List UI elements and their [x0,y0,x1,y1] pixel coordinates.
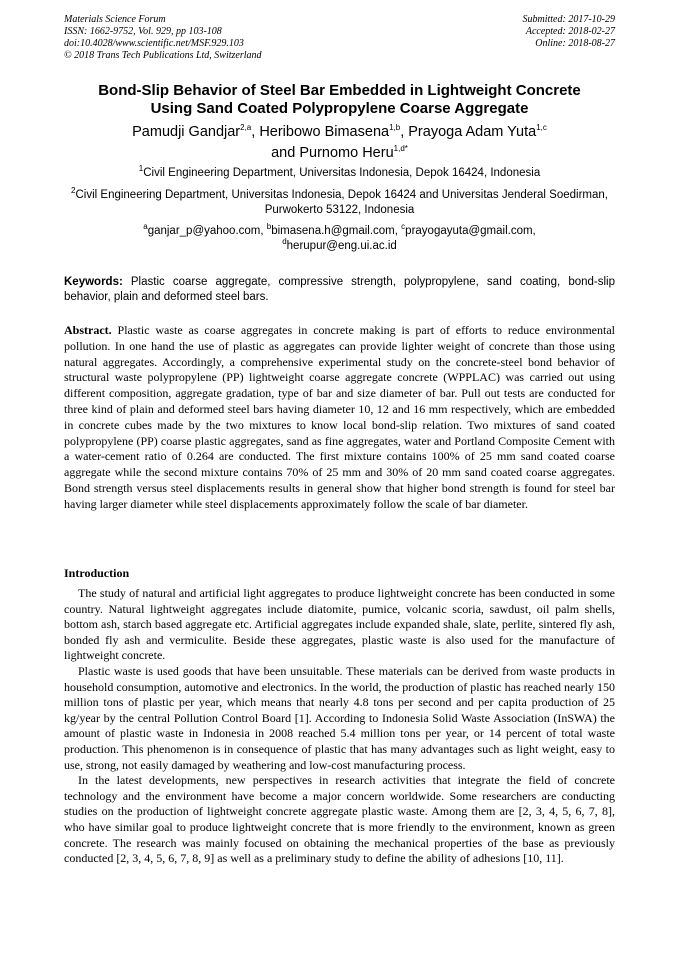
affiliation-text: Civil Engineering Department, Universitas Indonesia, Depok 16424, Indonesia [143,167,541,179]
affiliation-2 [64,188,615,218]
email-mark: d [282,237,287,247]
email-line-2 [64,239,615,254]
author-affiliation-mark: 1,c [536,123,547,133]
author-name: Prayoga Adam Yuta [408,124,537,140]
abstract-label: Abstract. [64,323,112,337]
author-list [64,122,615,164]
author-line-1: Pamudji Gandjar$^{2,a}$, Heribowo Bimasena$^{1,b}$, Prayoga Adam Yuta$^{1,c}$ [132,123,547,140]
affiliation-mark: 2 [71,186,76,196]
paragraph: Plastic waste is used goods that have been unsuitable. These materials can be derived from waste products in household consumption, automotive and electronics. In the world, the production of plastic has reached nearly 150 million tons of plastic per year, which means that nearly 4.8 tons per second and per capita production of 25 kg/year by the central Pollution Control Board [1]. According to Indonesia Solid Waste Association (InSWA) the amount of plastic waste in Indonesia in 2008 reached 5.4 million tons per year, or 14 percent of total waste production. This phenomenon is in consequence of plastic that has many advantages such as light weight, easy to use, strong, not easily damaged by weathering and low-cost manufacturing process. [64,663,615,772]
affiliation-mark: 1 [138,164,144,174]
dates-header [523,14,616,50]
keywords-label: Keywords: [64,276,123,288]
author-name: Heribowo Bimasena [259,124,390,140]
doi-line: doi:10.4028/www.scientific.net/MSF.929.103 [64,38,244,49]
email-mark: a [143,222,148,232]
email-line-1 [64,224,615,239]
author-emails [64,224,615,254]
issn-line: ISSN: 1662-9752, Vol. 929, pp 103-108 [64,26,222,37]
email-link[interactable]: prayogayuta@gmail.com, [405,225,536,237]
author-affiliation-mark: 1,b [389,123,401,133]
author-name: Pamudji Gandjar [132,124,241,140]
author-affiliation-mark: 1,d* [393,144,408,154]
submitted-date: Submitted: 2017-10-29 [522,14,615,25]
email-mark: c [401,222,406,232]
copyright-line: © 2018 Trans Tech Publications Ltd, Switzerland [64,50,262,61]
paper-title [64,82,615,118]
author-line-2 [64,143,615,164]
accepted-date: Accepted: 2018-02-27 [525,26,615,37]
journal-name: Materials Science Forum [64,14,166,25]
paragraph: The study of natural and artificial light aggregates to produce lightweight concrete has been conducted in some country. Natural lightweight aggregates include diatomite, pumice, volcanic scoria, sawdust, oil palm shells, bottom ash, starch based aggregate etc. Artificial aggregates include expanded shale, slate, perlite, sintered fly ash, bonded fly ash and vermiculite. Beside these aggregates, plastic waste is also used for the manufacture of lightweight concrete. [64,586,615,663]
author-conjunction: and [271,145,296,161]
email-link[interactable]: bimasena.h@gmail.com, [271,225,398,237]
introduction-body [64,586,615,867]
author-name: Purnomo Heru [299,145,394,161]
journal-header [64,14,262,62]
paragraph: In the latest developments, new perspectives in research activities that integrate the field of concrete technology and the environment have become a major concern worldwide. Some researchers are conducting studies on the production of lightweight concrete aggregate plastic waste. Among them are [2, 3, 4, 5, 6, 7, 8], who have similar goal to produce lightweight concrete that is more friendly to the environment, known as green concrete. The research was mainly focused on obtaining the mechanical properties of the base as previously conducted [2, 3, 4, 5, 6, 7, 8, 9] as well as a preliminary study to define the ability of adhesions [10, 11]. [64,773,615,866]
title-line-1: Bond-Slip Behavior of Steel Bar Embedded in Lightweight Concrete [98,82,581,99]
email-mark: b [266,222,272,232]
keywords-block [64,275,615,305]
keywords-text: Plastic coarse aggregate, compressive strength, polypropylene, sand coating, bond-slip behavior, plain and deformed steel bars. [64,276,615,303]
title-line-2: Using Sand Coated Polypropylene Coarse Aggregate [150,100,529,117]
introduction-heading: Introduction [64,566,130,580]
online-date: Online: 2018-08-27 [535,38,615,49]
email-link[interactable]: ganjar_p@yahoo.com, [147,225,264,237]
affiliation-text: Civil Engineering Department, Universitas Indonesia, Depok 16424 and Universitas Jenderal Soedirman, Purwokerto 53122, Indonesia [75,189,608,216]
affiliation-1 [64,166,615,181]
email-link[interactable]: herupur@eng.ui.ac.id [286,240,397,252]
abstract-text: Plastic waste as coarse aggregates in concrete making is part of efforts to reduce environmental pollution. In one hand the use of plastic as aggregates can provide lighter weight of concrete than those using natural aggregates. Accordingly, a comprehensive experimental study on the concrete-steel bond behavior of structural waste polypropylene (PP) lightweight coarse aggregate concrete (WPPLAC) was carried out using different composition, aggregate gradation, type of bar and size diameter of bar. Pull out tests are conducted for three kind of plain and deformed steel bars having diameter 10, 12 and 16 mm respectively, which are embedded in concrete cubes made by the two mixtures to know local bond-slip relation. Two mixtures of sand coated polypropylene (PP) coarse plastic aggregates, sand as fine aggregates, water and Portland Composite Cement with a water-cement ratio of 0.264 are conducted. The first mixture contains 100% of 25 mm sand coated coarse aggregate while the second mixture contains 70% of 25 mm and 30% of 20 mm sand coated coarse aggregates. Bond strength versus steel displacements results in general show that higher bond strength is found for steel bar having larger diameter while steel displacements approximately follow the scale of bar diameter. [64,323,616,511]
abstract-block [64,323,615,513]
author-affiliation-mark: 2,a [240,123,252,133]
